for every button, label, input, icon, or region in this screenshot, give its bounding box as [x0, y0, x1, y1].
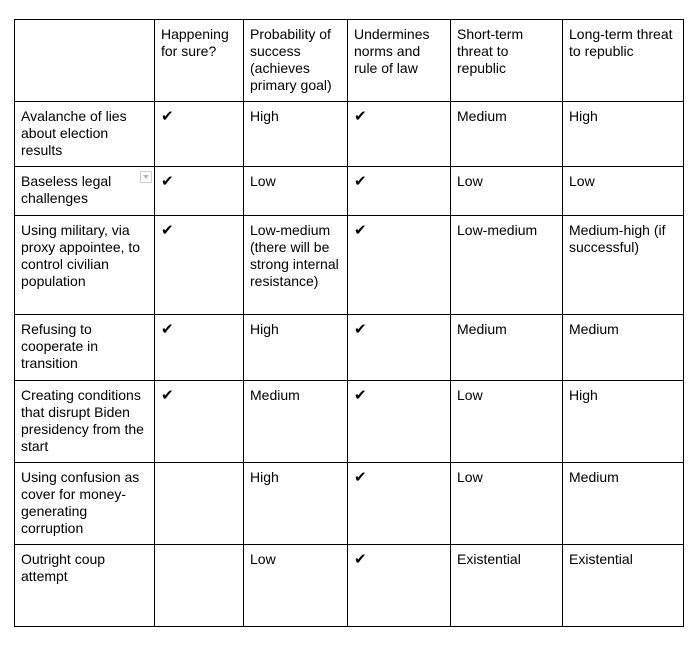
- short-term-cell: Existential: [451, 545, 563, 627]
- probability-cell: Low: [244, 167, 348, 216]
- happening-check: [155, 463, 244, 545]
- header-row: [15, 20, 684, 102]
- undermines-check: ✔: [348, 167, 451, 216]
- table-row: [15, 463, 684, 545]
- header-short-term: Short-term threat to republic: [451, 20, 563, 102]
- table-row: [15, 216, 684, 315]
- table-row: [15, 315, 684, 381]
- table-row: [15, 381, 684, 463]
- short-term-cell: Medium: [451, 315, 563, 381]
- undermines-check: ✔: [348, 463, 451, 545]
- table-row: [15, 102, 684, 167]
- undermines-check: ✔: [348, 315, 451, 381]
- happening-check: ✔: [155, 102, 244, 167]
- long-term-cell: Medium-high (if successful): [563, 216, 684, 315]
- row-label: Avalanche of lies about election results: [15, 102, 155, 167]
- happening-check: ✔: [155, 216, 244, 315]
- probability-cell: Low-medium (there will be strong internal resistance): [244, 216, 348, 315]
- probability-cell: Low: [244, 545, 348, 627]
- row-label: Outright coup attempt: [15, 545, 155, 627]
- happening-check: [155, 545, 244, 627]
- undermines-check: ✔: [348, 381, 451, 463]
- header-probability: Probability of success (achieves primary goal): [244, 20, 348, 102]
- probability-cell: High: [244, 102, 348, 167]
- row-label: Creating conditions that disrupt Biden presidency from the start: [15, 381, 155, 463]
- long-term-cell: Low: [563, 167, 684, 216]
- happening-check: ✔: [155, 381, 244, 463]
- long-term-cell: High: [563, 381, 684, 463]
- short-term-cell: Low: [451, 381, 563, 463]
- long-term-cell: Existential: [563, 545, 684, 627]
- short-term-cell: Low: [451, 463, 563, 545]
- probability-cell: High: [244, 463, 348, 545]
- long-term-cell: High: [563, 102, 684, 167]
- short-term-cell: Low: [451, 167, 563, 216]
- threat-assessment-table: [14, 19, 684, 627]
- table-row: [15, 167, 684, 216]
- row-label: Using military, via proxy appointee, to control civilian population: [15, 216, 155, 315]
- happening-check: ✔: [155, 167, 244, 216]
- short-term-cell: Low-medium: [451, 216, 563, 315]
- probability-cell: High: [244, 315, 348, 381]
- header-long-term: Long-term threat to republic: [563, 20, 684, 102]
- probability-cell: Medium: [244, 381, 348, 463]
- header-undermines: Undermines norms and rule of law: [348, 20, 451, 102]
- happening-check: ✔: [155, 315, 244, 381]
- long-term-cell: Medium: [563, 315, 684, 381]
- undermines-check: ✔: [348, 216, 451, 315]
- table-row: [15, 545, 684, 627]
- row-label-cell[interactable]: [15, 167, 155, 216]
- header-happening: Happening for sure?: [155, 20, 244, 102]
- row-label: Using confusion as cover for money-generating corruption: [15, 463, 155, 545]
- undermines-check: ✔: [348, 102, 451, 167]
- short-term-cell: Medium: [451, 102, 563, 167]
- row-label: Baseless legal challenges: [21, 173, 112, 206]
- row-label: Refusing to cooperate in transition: [15, 315, 155, 381]
- dropdown-arrow-icon[interactable]: [140, 171, 152, 183]
- header-cell-empty: [15, 20, 155, 102]
- undermines-check: ✔: [348, 545, 451, 627]
- long-term-cell: Medium: [563, 463, 684, 545]
